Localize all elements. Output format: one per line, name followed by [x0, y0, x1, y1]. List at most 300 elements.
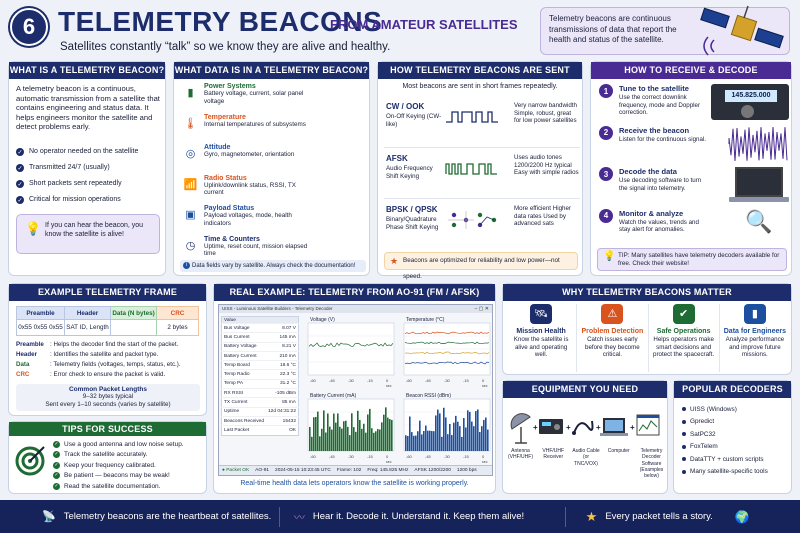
frame-def-row	[16, 350, 204, 360]
step-desc: Watch the values, trends and stay alert for anomalies.	[619, 218, 699, 233]
radio-receiver-icon	[711, 84, 789, 120]
sent-intro: Most beacons are sent in short frames repeatedly.	[402, 83, 558, 90]
chart-title: Beacon RSSI (dBm)	[406, 393, 452, 399]
satellite-icon: 🛰	[530, 304, 552, 324]
sent-panel	[377, 61, 583, 280]
footer-bar	[0, 500, 800, 533]
data-item	[180, 175, 366, 205]
equipment-label: Antenna (VHF/UHF)	[508, 448, 533, 461]
page-title-suffix: FROM AMATEUR SATELLITES	[330, 17, 518, 32]
frame-def-value: : Telemetry fields (voltages, temps, status, etc.).	[50, 361, 181, 368]
chart-bar	[443, 408, 445, 451]
tips-list	[53, 439, 203, 492]
x-tick-label: -30	[348, 454, 354, 459]
chart-bar	[439, 413, 441, 451]
bullet-item: ✓ No operator needed on the satellite	[17, 148, 139, 156]
table-row	[222, 407, 299, 416]
software-icon	[637, 415, 659, 435]
star-icon: ★	[585, 508, 598, 524]
why-item-desc: Helps operators make smart decisions and protect the spacecraft.	[653, 336, 715, 358]
chart-bar	[343, 421, 345, 451]
computer-icon	[600, 418, 628, 436]
chart-bar	[405, 435, 407, 451]
chart-bar	[467, 410, 469, 451]
bar-chart-icon: ▮	[744, 304, 766, 324]
frame-col-crc: CRC	[157, 307, 199, 320]
chart-bar	[369, 409, 371, 451]
decoder-name: SatPC32	[690, 430, 716, 438]
chart-bar	[449, 424, 451, 451]
chart-bar	[455, 416, 457, 451]
real-example-caption: Real-time health data lets operators know the satellite is working properly.	[240, 480, 469, 487]
what-is-bullets	[16, 144, 164, 208]
why-item-desc: Know the satellite is alive and operating well.	[513, 336, 569, 358]
tip-item	[53, 460, 203, 471]
chart-bar	[317, 412, 319, 451]
window-statusbar	[219, 465, 492, 475]
tip-text: Use a good antenna and low noise setup.	[64, 440, 184, 448]
receive-step	[597, 82, 789, 124]
chart-bar	[345, 421, 347, 451]
chart-bar	[445, 417, 447, 451]
table-row	[222, 361, 299, 370]
telemetry-charts	[302, 315, 492, 465]
tuning-knob	[741, 105, 754, 118]
step-desc: Use decoding software to turn the signal into telemetry.	[619, 177, 702, 192]
check-icon: ✓	[17, 149, 23, 156]
real-example-panel	[213, 283, 496, 494]
chart-bar	[463, 418, 465, 451]
chart-bar	[459, 426, 461, 451]
chart-bar	[355, 432, 357, 451]
table-row	[222, 351, 299, 360]
table-row	[222, 324, 299, 333]
cable-icon	[572, 421, 593, 435]
why-item-name: Mission Health	[516, 328, 566, 335]
chart-bar	[327, 413, 329, 451]
check-icon: ✓	[54, 461, 59, 468]
table-cell-label: Temp Radio	[222, 370, 267, 379]
star-icon: ★	[390, 256, 399, 266]
chart-bar	[419, 421, 421, 451]
status-item: Freq: 145.825 MHz	[367, 468, 409, 473]
receive-step	[597, 165, 789, 207]
chart-bar	[451, 435, 453, 451]
bullet-icon	[682, 445, 686, 449]
table-row	[222, 389, 299, 398]
equipment-label: Audio Cable (or TNC/VOX)	[572, 448, 600, 467]
x-tick-label: -30	[444, 454, 450, 459]
chart-bar	[351, 413, 353, 451]
modulation-subtitle: On-Off Keying (CW-like)	[386, 113, 442, 128]
x-tick-label: -15	[367, 378, 373, 383]
tips-panel	[8, 421, 207, 494]
chart-bar	[365, 433, 367, 451]
footer-item: 〰 Hear it. Decode it. Understand it. Keep them alive!	[280, 509, 565, 525]
chart-bar	[379, 430, 381, 451]
waveform-icon	[446, 106, 508, 128]
chart-bar	[437, 410, 439, 451]
chart-bar	[313, 417, 315, 451]
chart-bar	[427, 431, 429, 451]
step-number: 1	[599, 84, 613, 98]
lightbulb-icon: 💡	[25, 221, 42, 236]
tip-item	[53, 471, 203, 482]
frame-val-preamble: 0x55 0x55 0x55	[17, 320, 65, 336]
chart-bar	[353, 427, 355, 451]
modulation-row	[384, 147, 580, 198]
header-badge: 6	[10, 8, 48, 46]
check-icon: ✓	[54, 472, 59, 479]
x-tick-label: -15	[367, 454, 373, 459]
decoder-list	[682, 403, 790, 478]
chart-bar	[387, 418, 389, 451]
table-cell-label: Battery Voltage	[222, 342, 267, 351]
table-cell-value: -105 dBm	[266, 389, 298, 398]
chart-bar	[337, 413, 339, 451]
receive-step	[597, 124, 789, 166]
decoder-item	[682, 441, 790, 454]
sent-note: ★ Beacons are optimized for reliability and low power—not speed.	[384, 252, 578, 270]
plus-sign: +	[596, 423, 601, 432]
thermometer-icon: 🌡	[183, 117, 198, 130]
chart-bar	[325, 433, 327, 451]
equipment-illustrations	[506, 403, 666, 449]
chart-bar	[377, 429, 379, 451]
table-cell-value: 12d 04:31:22	[266, 407, 298, 416]
table-cell-value: 210 mA	[266, 351, 298, 360]
frequency-readout: 145.825.000	[725, 90, 777, 102]
table-row	[222, 416, 299, 425]
shield-check-icon: ✔	[673, 304, 695, 324]
table-cell-label: RX RSSI	[222, 389, 267, 398]
data-item-desc: Internal temperatures of subsystems	[204, 120, 306, 128]
decoder-name: DataTTY + custom scripts	[690, 455, 764, 463]
tips-title: TIPS FOR SUCCESS	[9, 422, 206, 436]
table-cell-label: Bus Current	[222, 333, 267, 342]
chart-bar	[391, 420, 393, 451]
magnifier-icon: 🔍	[745, 208, 773, 234]
chart-title: Voltage (V)	[310, 317, 335, 323]
step-name: Tune to the satellite	[619, 84, 689, 93]
page-subtitle: Satellites constantly “talk” so we know they are alive and healthy.	[60, 41, 391, 53]
check-icon: ✓	[54, 482, 59, 489]
chart-bar	[433, 431, 435, 451]
x-tick-label: 0	[386, 378, 389, 383]
chart-bar	[481, 426, 483, 451]
status-item: 2024-05-15 10:23:45 UTC	[275, 468, 331, 473]
chart-bar	[321, 429, 323, 451]
laptop-screen	[735, 167, 783, 197]
chart-bar	[413, 436, 415, 451]
data-item-desc: Battery voltage, current, solar panel voltage	[204, 90, 304, 105]
chart-bar	[485, 418, 487, 451]
data-item	[180, 83, 366, 113]
chart-bar	[429, 431, 431, 451]
table-row	[222, 342, 299, 351]
why-item-name: Problem Detection	[581, 328, 644, 335]
real-example-title: REAL EXAMPLE: TELEMETRY FROM AO-91 (FM / AFSK)	[214, 284, 495, 301]
frame-def-value: : Error check to ensure the packet is valid.	[50, 371, 166, 378]
chart-bar	[331, 430, 333, 451]
battery-icon: ▮	[187, 87, 194, 99]
payload-icon: ▣	[185, 209, 196, 221]
check-icon: ✓	[17, 181, 23, 188]
lengths-interval: Sent every 1–10 seconds (varies by satellite)	[45, 401, 171, 408]
frame-def-value: : Helps the decoder find the start of the packet.	[50, 341, 179, 348]
table-cell-label: Bus Voltage	[222, 324, 267, 333]
chart-bar	[335, 423, 337, 451]
lightbulb-icon: 💡	[603, 251, 616, 262]
data-item-name: Radio Status	[204, 174, 247, 182]
bullet-icon	[682, 432, 686, 436]
tip-item	[53, 481, 203, 492]
decoder-name: Many satellite-specific tools	[690, 468, 768, 476]
table-cell-label: Last Packet	[222, 426, 267, 435]
data-note: i Data fields vary by satellite. Always check the documentation!	[180, 260, 366, 272]
mini-chart	[308, 393, 394, 464]
why-item	[719, 304, 790, 372]
table-row	[222, 426, 299, 435]
heartbeat-icon: 〰	[293, 511, 305, 524]
frame-col-data: Data (N bytes)	[111, 307, 157, 320]
chart-bar	[487, 430, 489, 451]
info-icon: i	[183, 262, 190, 269]
table-cell-label: Temp PA	[222, 379, 267, 388]
table-row	[222, 398, 299, 407]
x-axis-unit: sec	[482, 460, 488, 464]
decoder-item	[682, 466, 790, 479]
why-item	[506, 304, 576, 372]
chart-title: Battery Current (mA)	[310, 393, 357, 399]
chart-bar	[339, 427, 341, 451]
chart-bar	[425, 426, 427, 451]
globe-icon: 🌍	[734, 509, 750, 524]
frame-def-row	[16, 340, 204, 350]
data-item-name: Temperature	[204, 113, 246, 121]
chart-bar	[361, 429, 363, 451]
frame-def-key: Header	[16, 351, 37, 358]
window-controls: – ▢ ✕	[474, 306, 489, 312]
bullet-item: ✓ Critical for mission operations	[17, 196, 121, 204]
x-tick-label: -30	[348, 378, 354, 383]
x-tick-label: 0	[482, 454, 485, 459]
receive-step	[597, 207, 789, 249]
chart-bar	[453, 423, 455, 451]
plus-sign: +	[533, 423, 538, 432]
waveform-icon	[446, 158, 508, 180]
table-cell-value: 145 mA	[266, 333, 298, 342]
target-icon	[15, 444, 47, 476]
tip-item	[53, 450, 203, 461]
satellite-dish-icon: 📡	[42, 511, 56, 523]
what-is-body: A telemetry beacon is a continuous, automatic transmission from a satellite that contains engineering and status data. It helps engineers monitor the satellite and detect problems early.	[16, 84, 160, 132]
data-items	[180, 82, 366, 265]
decoder-window	[218, 304, 493, 476]
telemetry-table	[221, 316, 299, 436]
tip-text: Track the satellite accurately.	[64, 451, 148, 459]
frame-val-data	[111, 320, 157, 336]
table-cell-label: Battery Current	[222, 351, 267, 360]
table-row	[222, 370, 299, 379]
data-item	[180, 114, 366, 144]
data-item-name: Attitude	[204, 144, 231, 151]
modulation-name: BPSK / QPSK	[386, 205, 438, 214]
data-title: WHAT DATA IS IN A TELEMETRY BEACON?	[174, 62, 369, 79]
chart-bar	[311, 437, 313, 451]
radio-tower-icon: 📶	[183, 178, 198, 191]
chart-bar	[461, 437, 463, 451]
check-icon: ✓	[17, 197, 23, 204]
data-item-name: Payload Status	[204, 205, 255, 212]
frame-def-row	[16, 360, 204, 370]
table-cell-value: 22.3 °C	[266, 370, 298, 379]
x-tick-label: -45	[425, 454, 431, 459]
why-panel	[502, 283, 792, 375]
modulation-desc: More efficient Higher data rates Used by advanced sats	[514, 205, 571, 227]
frame-table	[16, 306, 199, 336]
modulation-row	[384, 198, 580, 249]
x-tick-label: -45	[329, 454, 335, 459]
modulation-subtitle: Audio Frequency Shift Keying	[386, 165, 433, 180]
x-axis-unit: sec	[386, 460, 392, 464]
chart-bar	[423, 431, 425, 451]
modulation-row	[384, 96, 580, 147]
step-name: Monitor & analyze	[619, 208, 684, 218]
x-tick-label: -45	[425, 378, 431, 383]
chart-bar	[483, 420, 485, 451]
status-item: 1200 bps	[456, 468, 477, 473]
clock-icon: ◷	[185, 239, 196, 252]
decoder-item	[682, 416, 790, 429]
frame-panel	[8, 283, 207, 416]
table-cell-value: 15432	[266, 416, 298, 425]
why-items	[506, 304, 790, 372]
chart-bar	[473, 426, 475, 451]
equipment-title: EQUIPMENT YOU NEED	[503, 381, 667, 398]
bullet-icon	[682, 470, 686, 474]
chart-title: Temperature (°C)	[406, 317, 445, 323]
chart-bar	[381, 422, 383, 451]
chart-bar	[417, 431, 419, 451]
frame-def-key: CRC	[16, 371, 30, 378]
step-name: Decode the data	[619, 167, 677, 176]
frame-def-key: Data	[16, 361, 30, 368]
equipment-panel	[502, 380, 668, 494]
chart-bar	[409, 416, 411, 451]
x-tick-label: -45	[329, 378, 335, 383]
plus-sign: +	[630, 423, 635, 432]
chart-bar	[441, 437, 443, 451]
frame-lengths	[16, 384, 200, 411]
chart-bar	[471, 422, 473, 451]
table-cell-value: 8.07 V	[266, 324, 298, 333]
sent-modes	[384, 96, 580, 249]
table-row	[222, 379, 299, 388]
mini-chart	[308, 317, 394, 388]
data-panel	[173, 61, 370, 276]
sent-title: HOW TELEMETRY BEACONS ARE SENT	[378, 62, 582, 79]
chart-bar	[415, 436, 417, 451]
chart-bar	[373, 433, 375, 451]
table-cell-label: Temp Board	[222, 361, 267, 370]
chart-bar	[465, 428, 467, 451]
chart-bar	[389, 419, 391, 451]
chart-bar	[367, 414, 369, 451]
frame-def-row	[16, 370, 204, 380]
step-desc: Use the correct downlink frequency, mode and Doppler correction.	[619, 94, 701, 116]
status-item: ● Packet OK	[222, 468, 250, 473]
modulation-subtitle: Binary/Quadrature Phase Shift Keying	[386, 216, 439, 231]
data-item	[180, 144, 366, 174]
modulation-desc: Very narrow bandwidth Simple, robust, great for low power satellites	[514, 102, 577, 124]
equipment-label: Telemetry Decoder Software (Examples below)	[639, 448, 664, 480]
x-axis-unit: sec	[482, 384, 488, 388]
frame-val-crc: 2 bytes	[157, 320, 199, 336]
signal-wave-icon	[729, 126, 789, 162]
bullet-item: ✓ Transmitted 24/7 (usually)	[17, 164, 110, 172]
table-cell-value: 31.2 °C	[266, 379, 298, 388]
chart-bar	[359, 420, 361, 451]
table-header-cell: Value	[222, 317, 267, 324]
bullet-icon	[682, 457, 686, 461]
receiver-icon	[539, 419, 563, 434]
footer-item: ★ Every packet tells a story. 🌍	[585, 508, 750, 524]
x-tick-label: -60	[310, 378, 316, 383]
chart-bar	[363, 424, 365, 451]
decoders-title: POPULAR DECODERS	[674, 381, 791, 398]
why-item	[648, 304, 719, 372]
chart-bar	[371, 428, 373, 451]
data-item-name: Time & Counters	[204, 235, 260, 243]
step-desc: Listen for the continuous signal.	[619, 135, 707, 143]
step-number: 2	[599, 126, 613, 140]
chart-bar	[375, 431, 377, 451]
chart-bar	[469, 412, 471, 451]
chart-bar	[319, 436, 321, 451]
chart-bar	[407, 436, 409, 451]
receive-title: HOW TO RECEIVE & DECODE	[591, 62, 791, 79]
laptop-icon	[729, 167, 789, 203]
mini-chart	[404, 393, 490, 464]
data-item-desc: Payload voltages, mode, health indicators	[204, 212, 292, 227]
chart-bar	[383, 415, 385, 451]
data-item-desc: Uptime, reset count, mission elapsed time	[204, 242, 308, 257]
receive-steps	[597, 82, 789, 248]
modulation-name: CW / OOK	[386, 102, 425, 111]
chart-bar	[477, 409, 479, 451]
decoder-item	[682, 453, 790, 466]
chart-bar	[457, 422, 459, 451]
gyro-icon: ◎	[185, 148, 196, 160]
frame-col-preamble: Preamble	[17, 307, 65, 320]
equipment-labels	[505, 448, 667, 479]
satellite-icon	[700, 4, 788, 54]
status-item: AFSK 1200/2200	[414, 468, 451, 473]
chart-bar	[333, 414, 335, 451]
tip-text: Keep your frequency calibrated.	[64, 461, 156, 469]
receive-tip: 💡 TIP: Many satellites have telemetry decoders available for free. Check their website!	[597, 248, 787, 271]
page-title: TELEMETRY BEACONS	[58, 6, 383, 37]
frame-defs	[16, 340, 204, 380]
decoder-item	[682, 428, 790, 441]
data-item	[180, 205, 366, 235]
modulation-desc: Uses audio tones 1200/2200 Hz typical Easy with simple radios	[514, 154, 579, 176]
bullet-item: ✓ Short packets sent repeatedly	[17, 180, 122, 188]
why-title: WHY TELEMETRY BEACONS MATTER	[503, 284, 791, 301]
x-tick-label: -15	[463, 454, 469, 459]
what-is-title: WHAT IS A TELEMETRY BEACON?	[9, 62, 165, 79]
